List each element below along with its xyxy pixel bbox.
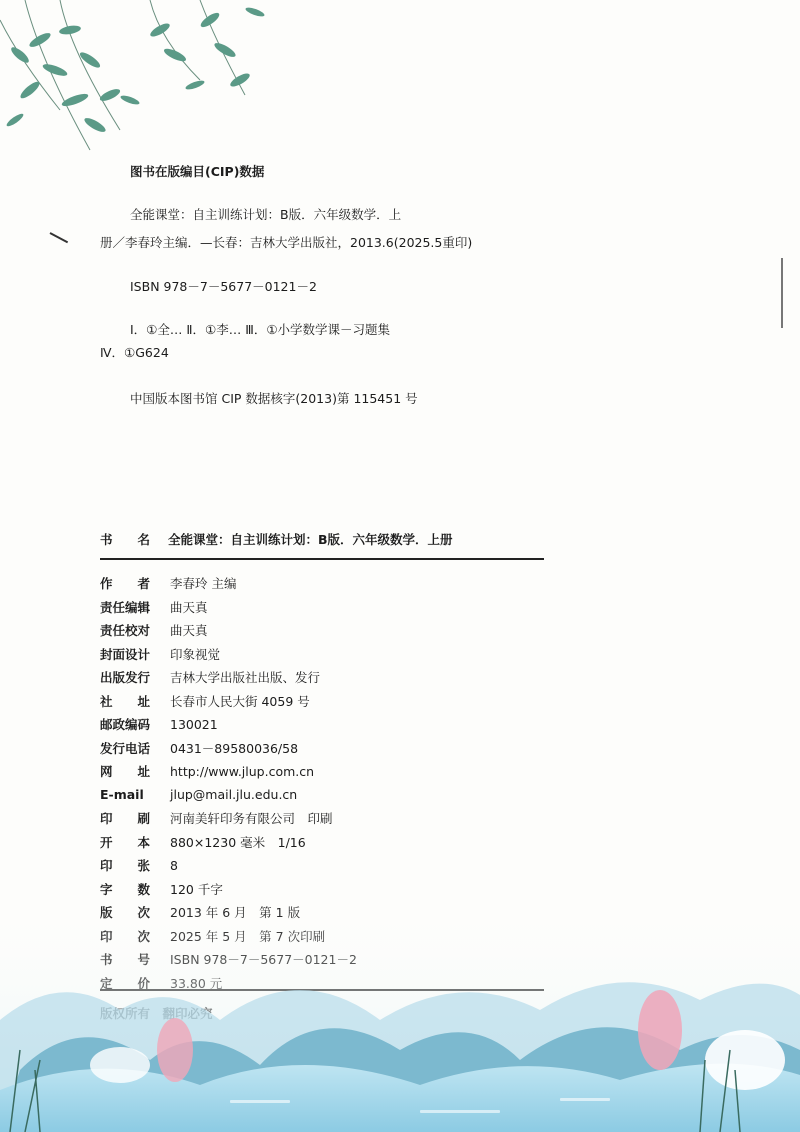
landscape-illustration [0,900,800,1132]
info-label: 开 本 [100,834,151,850]
info-row [100,643,220,665]
info-value: 8 [170,857,178,873]
info-value: 李春玲 主编 [170,576,237,591]
info-row [100,572,236,594]
info-label: E-mail [100,787,144,802]
info-row [100,854,178,876]
cip-classification-2: Ⅳ．①G624 [100,345,169,360]
info-value: 120 千字 [170,881,223,897]
info-value: http://www.jlup.com.cn [170,763,315,779]
info-row [100,690,310,712]
info-label: 字 数 [100,881,151,897]
info-value: 吉林大学出版社出版、发行 [170,670,321,685]
book-title-row [100,530,453,548]
cip-isbn: ISBN 978－7－5677－0121－2 [130,279,317,294]
info-label: 印 刷 [100,811,151,826]
info-label: 出版发行 [100,670,151,685]
info-label: 作 者 [100,576,151,591]
margin-mark [50,232,69,243]
info-value: jlup@mail.jlu.edu.cn [170,787,298,802]
edge-line [781,258,783,328]
info-label: 印 张 [100,858,151,873]
info-row [100,596,208,618]
divider-top [100,558,544,560]
cip-book-line-1: 全能课堂：自主训练计划：B版．六年级数学．上 [130,207,402,222]
info-value: 曲天真 [170,623,208,638]
info-row [100,619,208,641]
info-row [100,666,320,688]
info-value: 河南美轩印务有限公司 印刷 [170,811,333,826]
info-value: 长春市人民大街 4059 号 [170,693,310,709]
info-label: 网 址 [100,764,151,779]
info-value: 880×1230 毫米 1/16 [170,834,306,850]
info-row [100,713,218,735]
willow-leaves-illustration [0,0,290,160]
info-value: 0431－89580036/58 [170,740,299,756]
info-row [100,807,333,829]
cip-book-line-2: 册／李春玲主编．—长春：吉林大学出版社，2013.6(2025.5重印) [100,235,473,250]
book-title-value: 全能课堂：自主训练计划：B版．六年级数学．上册 [168,532,453,547]
info-value: 曲天真 [170,599,208,615]
info-row [100,784,297,806]
info-row [100,878,223,900]
info-value: 130021 [170,716,218,732]
info-label: 责任编辑 [100,599,151,615]
info-label: 封面设计 [100,646,151,662]
cip-classification-1: Ⅰ．①全… Ⅱ．①李… Ⅲ．①小学数学课－习题集 [130,322,391,337]
info-label: 责任校对 [100,623,151,638]
info-row [100,737,298,759]
info-label: 社 址 [100,693,151,709]
info-value: 印象视觉 [170,646,221,662]
info-label: 发行电话 [100,740,151,756]
info-row [100,760,314,782]
cip-title: 图书在版编目(CIP)数据 [130,164,265,179]
info-label: 邮政编码 [100,717,151,732]
cip-record-number: 中国版本图书馆 CIP 数据核字(2013)第 115451 号 [130,391,418,406]
info-row [100,831,306,853]
book-title-label: 书 名 [100,532,151,547]
